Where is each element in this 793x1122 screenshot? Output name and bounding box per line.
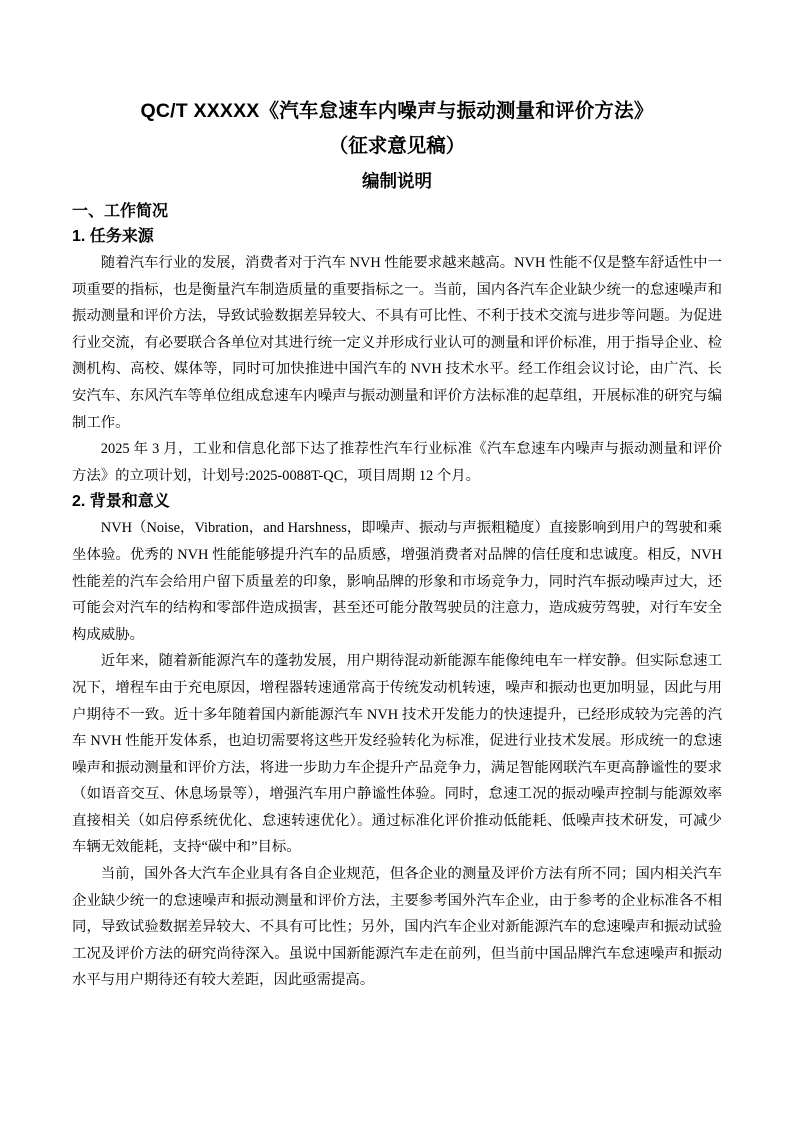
paragraph-background-1: NVH（Noise，Vibration，and Harshness，即噪声、振动与声振粗糙度）直接影响到用户的驾驶和乘坐体验。优秀的 NVH 性能能够提升汽车的品质感，增强消费者对品牌的信任度和忠诚度。相反，NVH 性能差的汽车会给用户留下质量差的印象，影响品牌的形象和市场竞争力，同时汽车振动噪声过大，还可能会对汽车的结构和零部件造成损害，甚至还可能分散驾驶员的注意力，造成疲劳驾驶，对行车安全构成威胁。 (72, 520, 722, 643)
document-body (72, 96, 722, 994)
section-heading-work-overview: 一、工作简况 (72, 203, 169, 220)
paragraph-task-source-2: 2025 年 3 月，工业和信息化部下达了推荐性汽车行业标准《汽车怠速车内噪声与振动测量和评价方法》的立项计划，计划号:2025-0088T-QC，项目周期 12 个月。 (72, 441, 722, 484)
paragraph-background-3: 当前，国外各大汽车企业具有各自企业规范，但各企业的测量及评价方法有所不同；国内相关汽车企业缺少统一的怠速噪声和振动测量和评价方法，主要参考国外汽车企业，由于参考的企业标准各不相同，导致试验数据差异较大、不具有可比性；另外，国内汽车企业对新能源汽车的怠速噪声和振动试验工况及评价方法的研究尚待深入。虽说中国新能源汽车走在前列，但当前中国品牌汽车怠速噪声和振动水平与用户期待还有较大差距，因此亟需提高。 (72, 866, 722, 989)
paragraph-task-source-1: 随着汽车行业的发展，消费者对于汽车 NVH 性能要求越来越高。NVH 性能不仅是整车舒适性中一项重要的指标，也是衡量汽车制造质量的重要指标之一。当前，国内各汽车企业缺少统一的怠速噪声和振动测量和评价方法，导致试验数据差异较大、不具有可比性、不利于技术交流与进步等问题。为促进行业交流，有必要联合各单位对其进行统一定义并形成行业认可的测量和评价标准，用于指导企业、检测机构、高校、媒体等，同时可加快推进中国汽车的 NVH 技术水平。经工作组会议讨论，由广汽、长安汽车、东风汽车等单位组成怠速车内噪声与振动测量和评价方法标准的起草组，开展标准的研究与编制工作。 (72, 255, 722, 431)
document-heading: 编制说明 (362, 171, 432, 191)
paragraph-background-2: 近年来，随着新能源汽车的蓬勃发展，用户期待混动新能源车能像纯电车一样安静。但实际怠速工况下，增程车由于充电原因，增程器转速通常高于传统发动机转速，噪声和振动也更加明显，因此与用户期待不一致。近十多年随着国内新能源汽车 NVH 技术开发能力的快速提升，已经形成较为完善的汽车 NVH 性能开发体系，也迫切需要将这些开发经验转化为标准，促进行业技术发展。形成统一的怠速噪声和振动测量和评价方法，将进一步助力车企提升产品竞争力，满足智能网联汽车更高静谧性的要求（如语音交互、休息场景等），增强汽车用户静谧性体验。同时，怠速工况的振动噪声控制与能源效率直接相关（如启停系统优化、怠速转速优化）。通过标准化评价推动低能耗、低噪声技术研发，可减少车辆无效能耗，支持“碳中和”目标。 (72, 653, 722, 856)
subsection-heading-task-source: 1. 任务来源 (72, 228, 154, 245)
document-title: QC/T XXXXX《汽车怠速车内噪声与振动测量和评价方法》 (140, 100, 654, 122)
subsection-heading-background-significance: 2. 背景和意义 (72, 493, 170, 511)
document-subtitle: （征求意见稿） (328, 135, 466, 157)
